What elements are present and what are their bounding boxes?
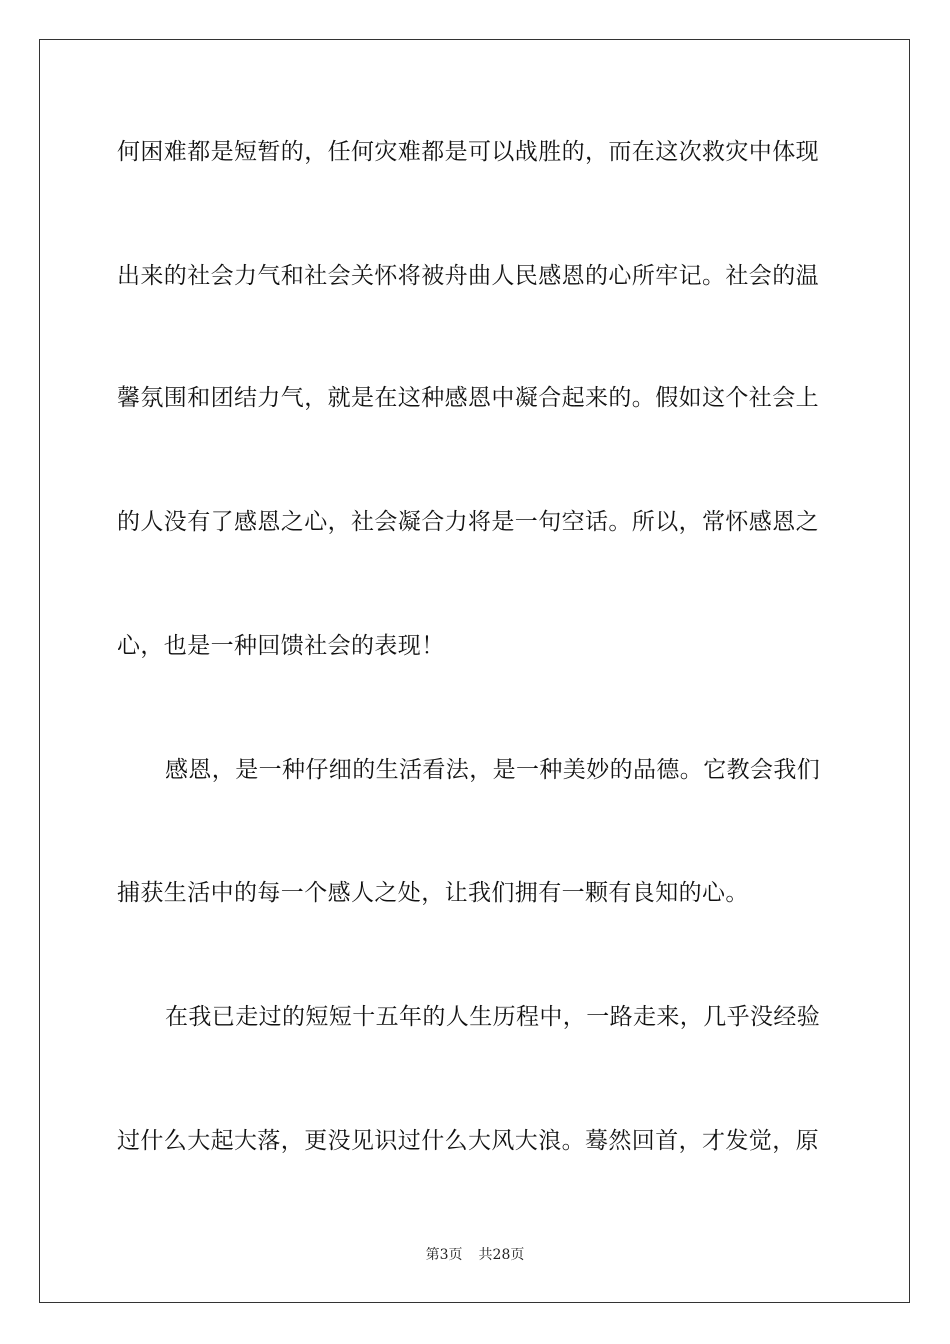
page-footer — [0, 1246, 950, 1264]
page-total: 共28页 — [478, 1247, 525, 1263]
body-text-line: 馨氛围和团结力气，就是在这种感恩中凝合起来的。假如这个社会上 — [117, 385, 819, 411]
body-text-line: 的人没有了感恩之心，社会凝合力将是一句空话。所以，常怀感恩之 — [117, 509, 819, 535]
body-text-line: 何困难都是短暂的，任何灾难都是可以战胜的，而在这次救灾中体现 — [117, 139, 819, 165]
body-text-line: 出来的社会力气和社会关怀将被舟曲人民感恩的心所牢记。社会的温 — [117, 263, 819, 289]
body-text-line: 心，也是一种回馈社会的表现！ — [117, 633, 445, 659]
page-number: 第3页 — [425, 1247, 463, 1263]
body-text-line: 捕获生活中的每一个感人之处，让我们拥有一颗有良知的心。 — [117, 880, 749, 906]
paragraph-first-line: 感恩，是一种仔细的生活看法，是一种美妙的品德。它教会我们 — [165, 757, 821, 783]
page-border — [39, 39, 910, 1303]
body-text-line: 过什么大起大落，更没见识过什么大风大浪。蓦然回首，才发觉，原 — [117, 1128, 819, 1154]
paragraph-first-line: 在我已走过的短短十五年的人生历程中，一路走来，几乎没经验 — [165, 1004, 821, 1030]
